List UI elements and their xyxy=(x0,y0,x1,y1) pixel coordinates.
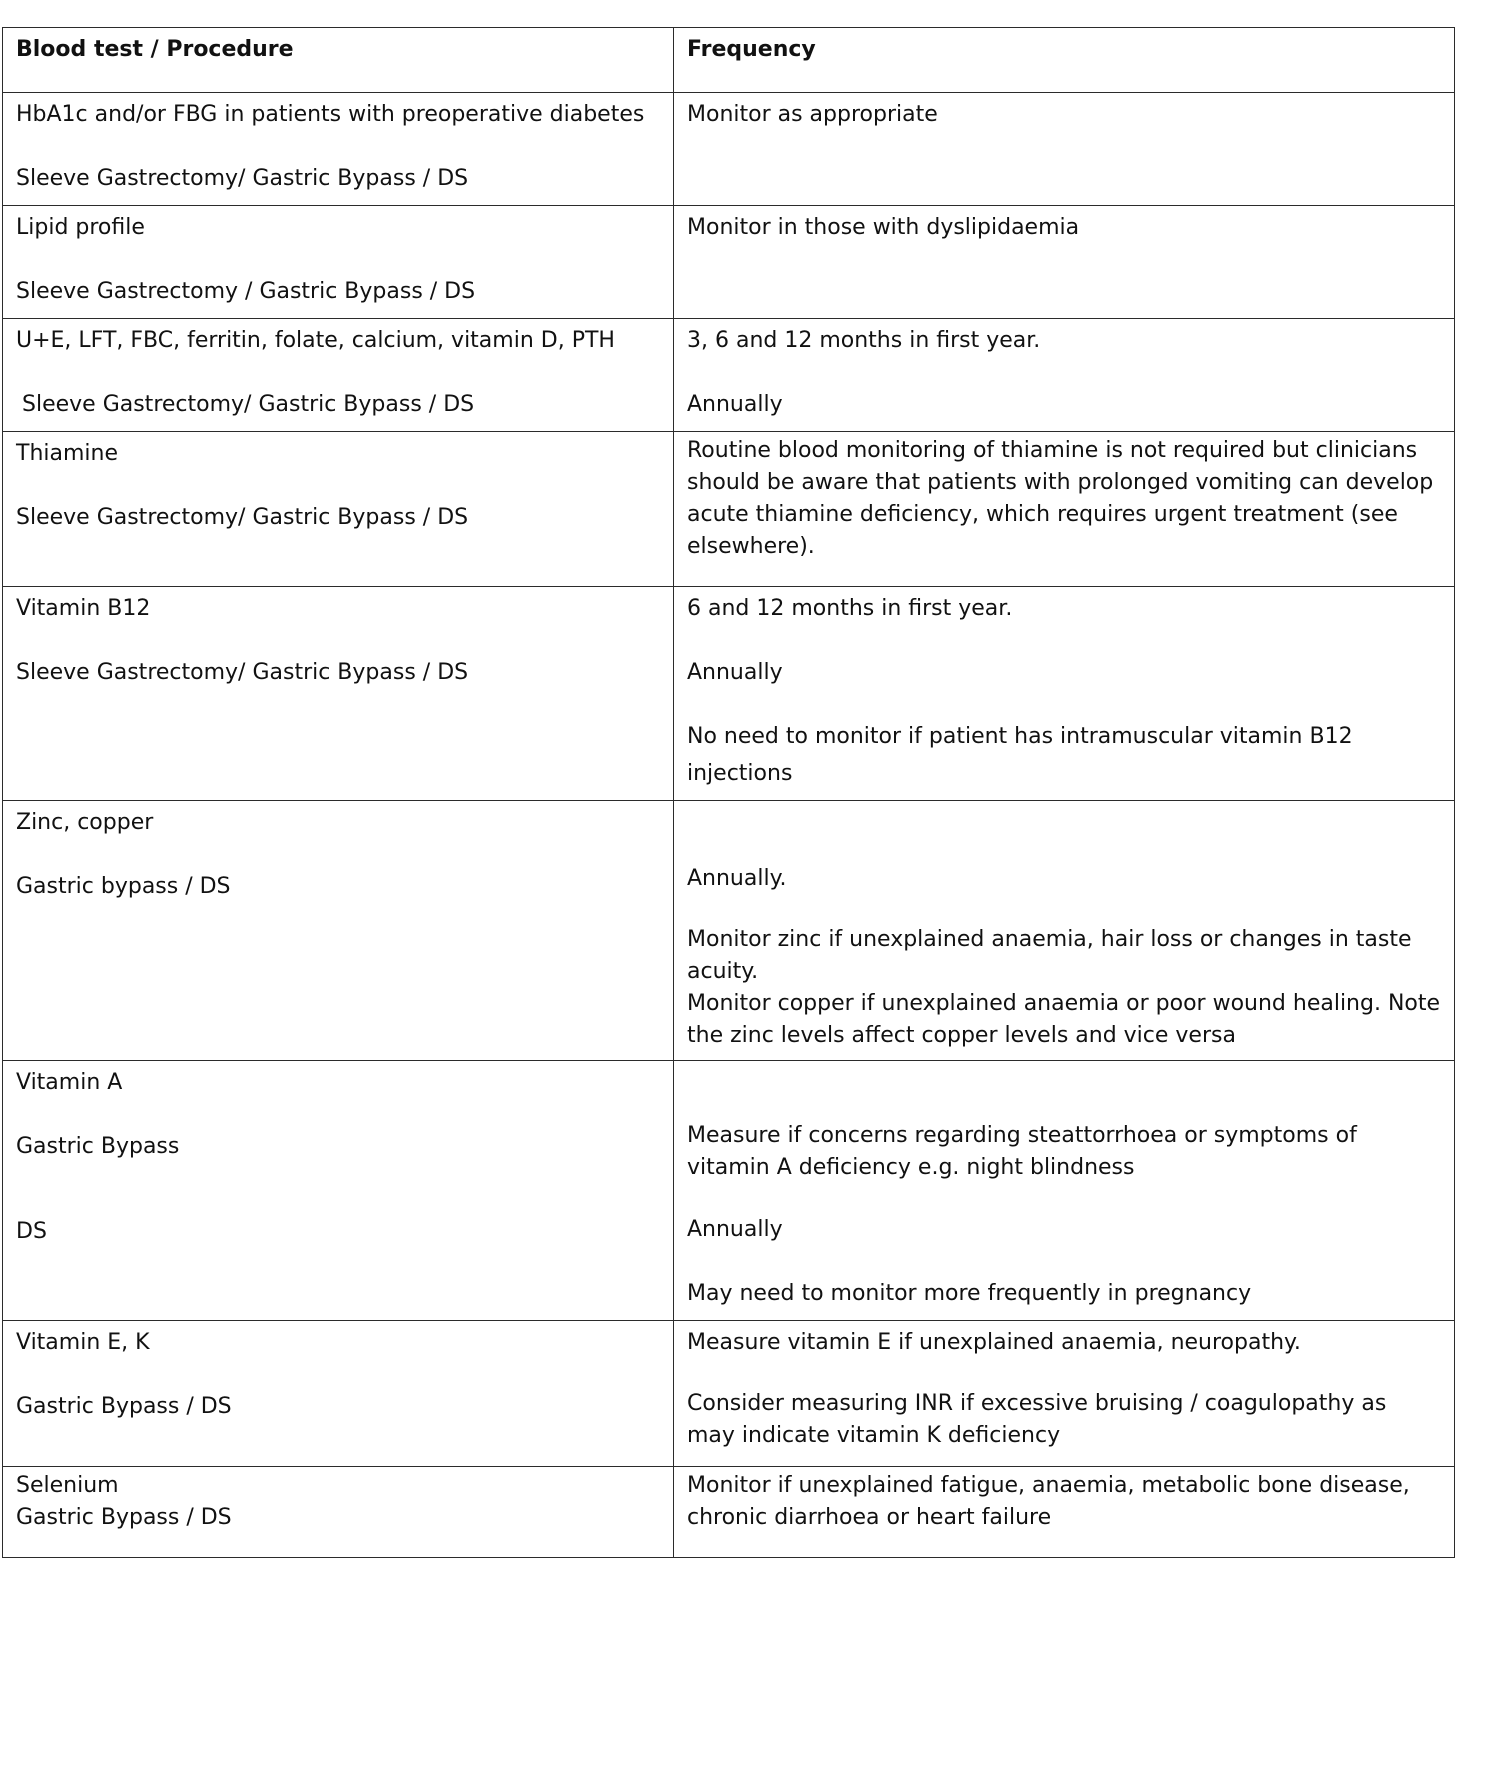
test-name: Vitamin A xyxy=(16,1070,123,1095)
procedure-cell xyxy=(3,319,674,432)
header-frequency: Frequency xyxy=(674,28,1455,93)
table-row xyxy=(3,206,1455,319)
frequency-text: Monitor in those with dyslipidaemia xyxy=(687,215,1080,240)
frequency-text: Monitor zinc if unexplained anaemia, hair loss or changes in taste acuity. xyxy=(687,927,1412,984)
surgery-types: Gastric bypass / DS xyxy=(16,874,231,899)
frequency-text: 3, 6 and 12 months in first year. xyxy=(687,328,1041,353)
procedure-cell xyxy=(3,587,674,801)
header-procedure: Blood test / Procedure xyxy=(3,28,674,93)
test-name: Zinc, copper xyxy=(16,810,154,835)
procedure-cell xyxy=(3,93,674,206)
frequency-text: Consider measuring INR if excessive bruising / coagulopathy as may indicate vitamin K deficiency xyxy=(687,1391,1387,1448)
surgery-types: Sleeve Gastrectomy / Gastric Bypass / DS xyxy=(16,279,476,304)
surgery-types: Sleeve Gastrectomy/ Gastric Bypass / DS xyxy=(16,505,469,530)
table-row xyxy=(3,1321,1455,1467)
frequency-cell xyxy=(674,587,1455,801)
table-row xyxy=(3,801,1455,1061)
test-name: HbA1c and/or FBG in patients with preoperative diabetes xyxy=(16,102,645,127)
surgery-types: Sleeve Gastrectomy/ Gastric Bypass / DS xyxy=(16,660,469,685)
test-name: Selenium xyxy=(16,1473,119,1498)
test-name: Vitamin B12 xyxy=(16,596,151,621)
table-row xyxy=(3,1467,1455,1558)
frequency-cell xyxy=(674,1321,1455,1467)
frequency-text: Annually xyxy=(687,1217,783,1242)
header-row xyxy=(3,28,1455,93)
procedure-cell xyxy=(3,1321,674,1467)
procedure-cell xyxy=(3,206,674,319)
surgery-types: Sleeve Gastrectomy/ Gastric Bypass / DS xyxy=(22,392,475,417)
frequency-text: May need to monitor more frequently in pregnancy xyxy=(687,1281,1252,1306)
frequency-cell xyxy=(674,1061,1455,1321)
test-name: Vitamin E, K xyxy=(16,1330,150,1355)
surgery-types: Gastric Bypass xyxy=(16,1134,180,1159)
table-row xyxy=(3,1061,1455,1321)
frequency-text: Annually xyxy=(687,392,783,417)
frequency-cell xyxy=(674,319,1455,432)
test-name: Lipid profile xyxy=(16,215,145,240)
surgery-types: Gastric Bypass / DS xyxy=(16,1505,232,1530)
procedure-cell xyxy=(3,432,674,587)
test-name: Thiamine xyxy=(16,441,118,466)
frequency-text: Monitor if unexplained fatigue, anaemia, metabolic bone disease, chronic diarrhoea or heart failure xyxy=(687,1473,1410,1530)
frequency-text: Monitor as appropriate xyxy=(687,102,938,127)
procedure-cell xyxy=(3,1467,674,1558)
table-row xyxy=(3,93,1455,206)
table-row xyxy=(3,319,1455,432)
spacer xyxy=(687,804,1441,860)
frequency-text: Measure vitamin E if unexplained anaemia, neuropathy. xyxy=(687,1330,1301,1355)
frequency-text: Routine blood monitoring of thiamine is not required but clinicians should be aware that patients with prolonged vomiting can develop acute thiamine deficiency, which requires urgent treatment (see elsewhere). xyxy=(687,438,1434,559)
spacer xyxy=(687,1064,1441,1120)
monitoring-table xyxy=(2,27,1455,1558)
surgery-types: Sleeve Gastrectomy/ Gastric Bypass / DS xyxy=(16,166,469,191)
surgery-types: Gastric Bypass / DS xyxy=(16,1394,232,1419)
frequency-text: Monitor copper if unexplained anaemia or poor wound healing. Note the zinc levels affect copper levels and vice versa xyxy=(687,991,1441,1048)
frequency-cell xyxy=(674,93,1455,206)
procedure-cell xyxy=(3,801,674,1061)
test-name: U+E, LFT, FBC, ferritin, folate, calcium, vitamin D, PTH xyxy=(16,328,615,353)
frequency-text: Annually. xyxy=(687,866,787,891)
procedure-cell xyxy=(3,1061,674,1321)
frequency-cell xyxy=(674,432,1455,587)
table-row xyxy=(3,432,1455,587)
surgery-types: DS xyxy=(16,1219,47,1244)
frequency-cell xyxy=(674,1467,1455,1558)
table-row xyxy=(3,587,1455,801)
frequency-cell xyxy=(674,206,1455,319)
frequency-text: Measure if concerns regarding steattorrhoea or symptoms of vitamin A deficiency e.g. night blindness xyxy=(687,1123,1357,1180)
frequency-cell xyxy=(674,801,1455,1061)
frequency-text: 6 and 12 months in first year. xyxy=(687,596,1013,621)
frequency-text: Annually xyxy=(687,660,783,685)
frequency-text: No need to monitor if patient has intramuscular vitamin B12 injections xyxy=(687,724,1353,786)
